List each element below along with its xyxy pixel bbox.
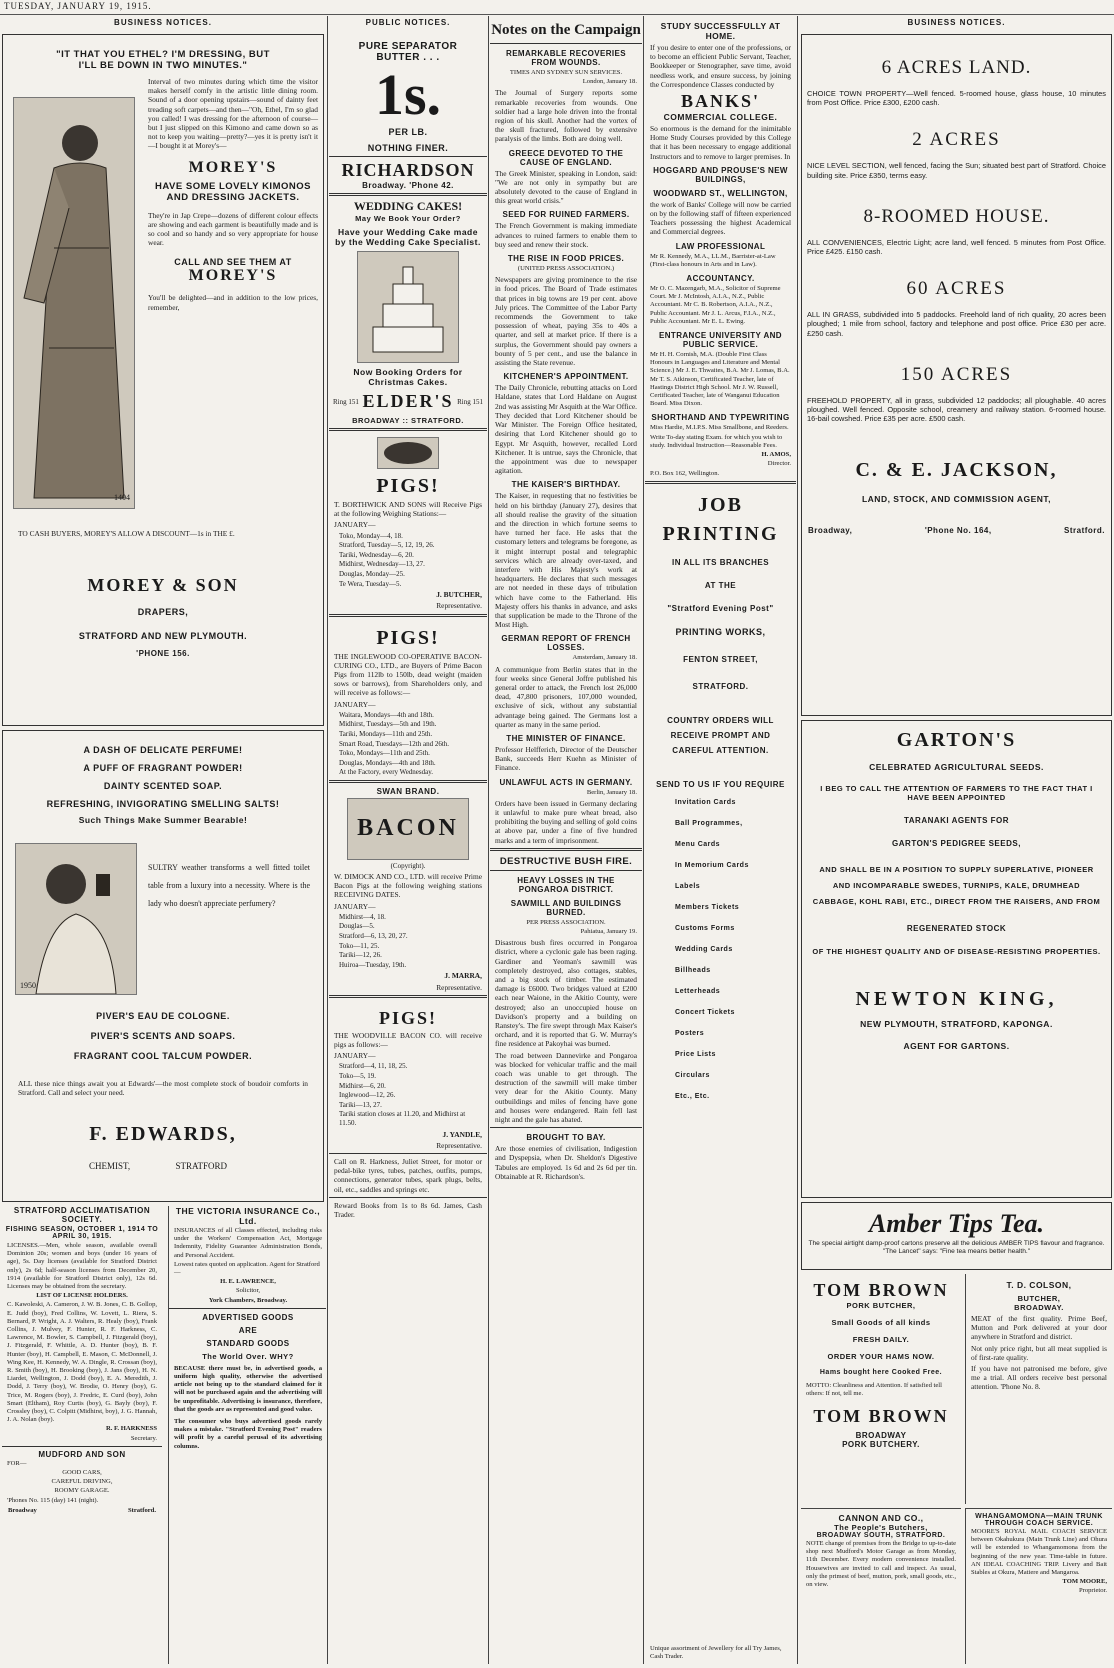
list-item: Midhirst—6, 20. <box>339 1081 386 1090</box>
column-rule <box>327 16 328 1664</box>
body-text: THE WOODVILLE BACON CO. will receive pigs as follows:— <box>334 1030 482 1049</box>
body-text: You'll be delighted—and in addition to the low prices, remember, <box>148 293 318 312</box>
list-item: Stratford, Tuesday—5, 12, 19, 26. <box>339 541 435 550</box>
list-item: Toko, Mondays—11th and 25th. <box>339 749 430 758</box>
list-item: Tariki station closes at 11.20, and Midhirst at 11.50. <box>339 1110 466 1127</box>
body-text: Not only price right, but all meat supplied is of first-rate quality. <box>971 1343 1107 1362</box>
list-item: Tariki—12, 26. <box>339 951 382 960</box>
brown-line: Small Goods of all kinds <box>831 1318 931 1327</box>
brown-line: FRESH DAILY. <box>852 1335 910 1344</box>
body-text: SULTRY weather transforms a well fitted toilet table from a luxury into a necessity. Where is the lady who doesn't appreciate perfumery? <box>148 863 310 908</box>
agent-role: AGENT FOR GARTONS. <box>903 1041 1010 1051</box>
body-text: They're in Jap Crepe—dozens of different colour effects are showing and each garment is beautifully made and is so cool and so handy and so very appropriate for house wear. <box>148 210 318 248</box>
bacon-logo <box>347 798 469 860</box>
brand-name: GARTON'S <box>896 729 1017 751</box>
slogan-line: A PUFF OF FRAGRANT POWDER! <box>83 763 243 773</box>
department: SHORTHAND AND TYPEWRITING <box>651 413 790 423</box>
article-body: Orders have been issued in Germany declaring it unlawful to make pure wheat bread, also prohibiting the buying and selling of gold coins at above par, under a fine of five hundred marks and a term of imprisonment. <box>495 798 637 845</box>
list-item: Stratford—4, 11, 18, 25. <box>339 1062 408 1071</box>
slogan-line: A DASH OF DELICATE PERFUME! <box>83 745 243 755</box>
list-item: Te Wera, Tuesday—5. <box>339 579 402 588</box>
drapers-label: DRAPERS, <box>137 607 189 617</box>
list-item: Stratford—6, 13, 20, 27. <box>339 931 408 940</box>
list-item: Douglas, Monday—25. <box>339 569 405 578</box>
pigs-schedule <box>329 1062 487 1127</box>
body-text: the work of Banks' College will now be carried on by the following staff of fifteen experienced Teachers possessing the highest Academical and Commercial degrees. <box>650 199 791 237</box>
signature-role: Proprietor. <box>1078 1587 1107 1595</box>
address: BROADWAY :: STRATFORD. <box>352 416 464 425</box>
department: LAW PROFESSIONAL <box>675 241 766 251</box>
firm-name: ELDER'S <box>362 391 454 411</box>
month-label: JANUARY— <box>334 1051 376 1061</box>
garton-line: I BEG TO CALL THE ATTENTION OF FARMERS TO THE FACT THAT I HAVE BEEN APPOINTED <box>820 784 1093 802</box>
advert-heading: ADVERTISED GOODS <box>202 1312 294 1322</box>
advert-heading: The World Over. WHY? <box>202 1351 294 1361</box>
article-subheading: HEAVY LOSSES IN THE PONGAROA DISTRICT. <box>517 875 615 894</box>
firm-role: PORK BUTCHERY. <box>842 1440 920 1450</box>
brand-name: MOREY'S <box>188 158 278 176</box>
article-body: Professor Helfferich, Director of the Deutscher Bank, succeeds Herr Kuehn as Minister of Finance. <box>495 744 637 773</box>
brand-name: MOREY'S <box>188 267 278 285</box>
po-box: P.O. Box 162, Wellington. <box>650 469 720 477</box>
list-item: Menu Cards <box>675 840 721 848</box>
job-line: COUNTRY ORDERS WILL RECEIVE PROMPT AND CAREFUL ATTENTION. <box>667 715 774 755</box>
product-line: FRAGRANT COOL TALCUM POWDER. <box>73 1051 253 1061</box>
signature-role: Representative. <box>436 982 482 992</box>
job-line: IN ALL ITS BRANCHES <box>671 557 770 567</box>
list-item: Toko—11, 25. <box>339 941 380 950</box>
list-item: Midhirst, Tuesdays—5th and 19th. <box>339 720 437 729</box>
mudford-for: FOR— <box>7 1459 27 1467</box>
article-heading: GREECE DEVOTED TO THE CAUSE OF ENGLAND. <box>508 148 624 167</box>
staff-list: Miss Hardie, M.I.P.S. Miss Smallbone, and Reeders. <box>650 424 789 432</box>
mudford-phone: 'Phones No. 115 (day) 141 (night). <box>7 1496 99 1504</box>
mudford-address: Broadway <box>8 1506 37 1514</box>
firm-role: The People's Butchers, <box>834 1523 928 1532</box>
list-item: At the Factory, every Wednesday. <box>339 768 434 777</box>
college-subtitle: COMMERCIAL COLLEGE. <box>663 112 778 123</box>
issue-date: TUESDAY, JANUARY 19, 1915. <box>4 1 152 11</box>
garton-line: AND SHALL BE IN A POSITION TO SUPPLY SUPERLATIVE, PIONEER AND INCOMPARABLE SWEDES, TURNIPS, KALE, DRUMHEAD CABBAGE, KOHL RABI, ETC., DIRECT FROM THE RAISERS, AND FROM <box>812 865 1101 906</box>
amber-tips-advert <box>801 1202 1112 1270</box>
staff-list: Mr R. Kennedy, M.A., LL.M., Barrister-at-Law (First-class honours in Arts and in Law). <box>650 252 776 268</box>
garton-advert <box>801 720 1112 1198</box>
body-text: LICENSES.—Men, whole season, available overall Dominion 20s; women and boys (under 16 years of age), 5s. Day licenses (available for Stratford District only), 2s 6d; half-season licenses from December 20, 1914 (available for Stratford District only), 12s 6d. Licenses may be obtained from the secretary. <box>7 1242 157 1291</box>
job-line: FENTON STREET, <box>683 654 758 664</box>
article-heading: GERMAN REPORT OF FRENCH LOSSES. <box>501 634 631 653</box>
land-body: ALL CONVENIENCES, Electric Light; acre land, well fenced. 5 minutes from Post Office. Price £425. £150 cash. <box>807 237 1106 257</box>
column-2 <box>329 16 487 1664</box>
slogan-line: Such Things Make Summer Bearable! <box>78 815 248 825</box>
signature-role: Secretary. <box>130 1434 157 1442</box>
college-name: BANKS' <box>680 91 761 112</box>
headline: I'LL BE DOWN IN TWO MINUTES." <box>78 60 248 71</box>
article-body: The Kaiser, in requesting that no festivities be held on his birthday (January 27), desires that all should realise the gravity of the situation and the direction in which fortune seems to have turned her face. He asks that the customary letters and telegrams be foregone, as it might interrupt postal and telegraphic services which are already over-taxed, and interfere with His Majesty's work at headquarters. He declares that such messages are not needed in these days of tribulation which have come to the Fatherland. His Majesty offers his thanks in advance, and asks that supplication be made to the Throne of the Most High. <box>495 491 637 630</box>
body-text: If you desire to enter one of the professions, or to become an efficient Public Servant, Teacher, Bookkeeper or Stenographer, save time, avoid needless work, and ensure success, by joining the Correspondence Classes conducted by <box>650 43 791 89</box>
article-body: The French Government is making immediate advances to ruined farmers to enable them to buy seed and renew their stock. <box>495 221 637 249</box>
pigs-schedule <box>329 532 487 589</box>
lady-perfume-illustration <box>15 843 137 995</box>
pigs-heading: PIGS! <box>376 626 440 649</box>
amber-tips-logo: Amber Tips Tea. <box>868 1209 1045 1238</box>
notice-title: STRATFORD ACCLIMATISATION SOCIETY. <box>13 1206 151 1224</box>
brown-motto: MOTTO: Cleanliness and Attention. If satisfied tell others: If not, tell me. <box>806 1382 942 1398</box>
article-heading: THE KAISER'S BIRTHDAY. <box>511 480 621 490</box>
harkness-notice: Call on R. Harkness, Juliet Street, for motor or pedal-bike tyres, tubes, patches, outfits, pumps, connections, generator tubes, spark plugs, belts, oil, etc., saddles and springs etc. <box>334 1156 482 1194</box>
article-body: Disastrous bush fires occurred in Pongaroa district, where a cyclonic gale has been raging. Gardiner and Yeoman's sawmill was completely destroyed, also cottages, stables, and a big stock of timber. The estimated damage is £6000. Two bridges valued at £200 each near Waione, in the Akitio County, were destroyed; also an unoccupied house on Davidson's property and a building on Ranstey's. The fire swept through Max Kaiser's orchard, and it is reported that G. W. Murray's fine residence at Pakoyhai was burned. <box>495 938 637 1049</box>
month-label: JANUARY— <box>334 901 376 911</box>
towns: STRATFORD AND NEW PLYMOUTH. <box>78 631 248 641</box>
article-subheading: SAWMILL AND BUILDINGS BURNED. <box>510 898 622 917</box>
list-item: Posters <box>675 1029 705 1037</box>
column-rule <box>643 16 644 1664</box>
article-heading: DESTRUCTIVE BUSH FIRE. <box>499 855 633 867</box>
street: WOODWARD ST., WELLINGTON, <box>653 188 788 198</box>
list-item: Billheads <box>675 966 711 974</box>
list-item: Inglewood—12, 26. <box>339 1091 396 1100</box>
firm-role: LAND, STOCK, AND COMMISSION AGENT, <box>861 494 1052 505</box>
article-body: A communique from Berlin states that in the four weeks since General Joffre published his general order to attack, the French lost 26,000 dead, 47,800 prisoners, 107,000 wounded, exclusive of sick, without any substantial advantage being gained. The Germans lost a quarter as many in the same period. <box>495 664 637 729</box>
cannon-advert <box>801 1508 961 1664</box>
list-item: Etc., Etc. <box>675 1092 710 1100</box>
land-heading: 60 ACRES <box>906 278 1007 300</box>
phone: 'PHONE 156. <box>136 649 190 658</box>
body-text: The consumer who buys advertised goods rarely makes a mistake. "Stratford Evening Post" readers will profit by a careful perusal of its advertising columns. <box>174 1418 322 1450</box>
victoria-insurance-notice <box>168 1206 326 1664</box>
column-3 <box>490 16 642 1664</box>
garton-line: OF THE HIGHEST QUALITY AND OF DISEASE-RESISTING PROPERTIES. <box>812 947 1101 956</box>
land-heading: 2 ACRES <box>912 129 1001 151</box>
signature-role: Representative. <box>436 601 482 611</box>
signature: J. YANDLE, <box>442 1129 482 1139</box>
firm-name: T. D. COLSON, <box>1006 1280 1072 1290</box>
jackson-advert <box>801 34 1112 716</box>
coach-heading: WHANGAMOMONA—MAIN TRUNK THROUGH COACH SERVICE. <box>975 1513 1103 1527</box>
list-item: Douglas—5. <box>339 922 375 931</box>
firm-name: TOM BROWN <box>813 1280 949 1300</box>
firm-role: BUTCHER, <box>1017 1294 1061 1303</box>
article-date: Berlin, January 18. <box>586 788 637 796</box>
body-text: ALL these nice things await you at Edwards'—the most complete stock of boudoir comforts in Stratford. Call and select your need. <box>18 1079 308 1098</box>
mudford-title: MUDFORD AND SON <box>38 1449 126 1459</box>
page-header <box>0 0 1114 15</box>
pigs-heading: PIGS! <box>378 1007 437 1028</box>
study-heading: STUDY SUCCESSFULLY AT HOME. <box>660 21 781 41</box>
subheading: HAVE SOME LOVELY KIMONOS AND DRESSING JACKETS. <box>155 180 311 203</box>
wedding-heading: WEDDING CAKES! <box>353 199 463 213</box>
amber-body: The special airtight damp-proof cartons preserve all the delicious AMBER TIPS flavour and fragrance. "The Lancet" says: "Fine tea means better health." <box>808 1240 1105 1256</box>
signature: J. MARRA, <box>444 971 482 981</box>
advert-heading: STANDARD GOODS <box>206 1338 290 1348</box>
notice-title: THE VICTORIA INSURANCE Co., Ltd. <box>175 1206 321 1226</box>
body-text: So enormous is the demand for the inimitable Home Study Courses provided by this College that it has been necessary to engage additional Instructors and to remove to larger premises. In <box>650 124 791 161</box>
list-item: Tariki, Wednesday—6, 20. <box>339 550 414 559</box>
list-item: Circulars <box>675 1071 710 1079</box>
agent-name: NEWTON KING, <box>855 988 1058 1010</box>
ring-number: Ring 151 <box>457 397 483 406</box>
butter-line: PURE SEPARATOR <box>358 41 458 52</box>
article-body: The Daily Chronicle, rebutting attacks on Lord Haldane, states that Lord Haldane on August 2nd was assisting Mr Asquith at the War Office. They decided that Lord Kitchener should be War Minister. The Foreign Office hesitated, desiring that Lord Kitchener should go to Egypt. Mr Asquith, however, recalled Lord Kitchener. It is untrue, says the Chronicle, that the appointment was due to newspaper agitation. <box>495 383 637 476</box>
list-item: Douglas, Mondays—4th and 18th. <box>339 758 436 767</box>
column-5 <box>799 16 1114 1664</box>
body-text: If you have not patronised me before, give me a trial. All orders receive best personal attention. 'Phone No. 8. <box>971 1364 1107 1392</box>
land-heading: 150 ACRES <box>900 363 1013 385</box>
edwards-advert <box>2 730 324 1202</box>
column-4 <box>645 16 796 1664</box>
town: STRATFORD <box>175 1161 227 1171</box>
garton-line: TARANAKI AGENTS FOR <box>903 816 1010 825</box>
phone: 'Phone No. 164, <box>924 526 992 536</box>
list-item: Invitation Cards <box>675 798 736 806</box>
mudford-line: ROOMY GARAGE. <box>54 1487 110 1495</box>
land-body: ALL IN GRASS, subdivided into 5 paddocks. Freehold land of rich quality, 20 acres been ploughed; 1 mile from school, factory and telephone and post office. Price £30 per acre. £250 cash. <box>807 310 1106 338</box>
article-date: Amsterdam, January 18. <box>572 654 637 662</box>
tom-brown-advert <box>801 1274 961 1504</box>
list-item: Toko—5, 19. <box>339 1071 377 1080</box>
signature: R. F. HARKNESS <box>105 1425 157 1433</box>
christmas-note: Now Booking Orders for Christmas Cakes. <box>353 367 463 387</box>
advert-heading: ARE <box>238 1325 258 1335</box>
rates-text: Lowest rates quoted on application. Agent for Stratford— <box>174 1260 320 1277</box>
section-heading: BUSINESS NOTICES. <box>907 18 1006 27</box>
copyright: (Copyright). <box>390 861 426 870</box>
job-line: SEND TO US IF YOU REQUIRE <box>656 779 785 789</box>
article-heading: KITCHENER'S APPOINTMENT. <box>503 372 629 382</box>
season: FISHING SEASON, OCTOBER 1, 1914 TO APRIL 30, 1915. <box>5 1226 159 1240</box>
figure-number: 1404 <box>114 493 130 502</box>
signature: H. AMOS, <box>761 451 791 459</box>
land-body: CHOICE TOWN PROPERTY—Well fenced. 5-roomed house, glass house, 10 minutes from Post Office. Price £300, £200 cash. <box>807 89 1106 108</box>
body-text: T. BORTHWICK AND SONS will Receive Pigs at the following Weighing Stations:— <box>334 500 482 519</box>
list-item: Ball Programmes, <box>675 819 743 827</box>
jewellery-notice: Unique assortment of Jewellery for all Try James, Cash Trader. <box>650 1644 782 1660</box>
list-item: In Memorium Cards <box>675 861 749 869</box>
address: BROADWAY. <box>1014 1303 1064 1312</box>
list-item: Waitara, Mondays—4th and 18th. <box>339 710 434 719</box>
body-text: MEAT of the first quality. Prime Beef, Mutton and Pork delivered at your door anywhere in Stratford and district. <box>971 1314 1107 1342</box>
firm-name: RICHARDSON <box>341 160 475 180</box>
colson-advert <box>965 1274 1112 1504</box>
firm-name: F. EDWARDS, <box>89 1123 237 1145</box>
chemist-label: CHEMIST, <box>89 1161 131 1171</box>
land-heading: 6 ACRES LAND. <box>881 57 1032 78</box>
price: 1s. <box>374 62 442 127</box>
article-heading: UNLAWFUL ACTS IN GERMANY. <box>499 777 633 787</box>
job-line: AT THE <box>704 580 737 590</box>
staff-list: Mr H. H. Cornish, M.A. (Double First Class Honours in Languages and Literature and Mental Science.) Mr J. E. Thwaites, B.A. Mr J. Lomas, B.A. Mr T. S. Atkinson, Certificated Teacher, late of Hastings District High School. Mr J. W. Russell, Certificated Teacher, late of Wanganui Education Board. Miss Dixon. <box>650 351 790 408</box>
product-line: PIVER'S SCENTS AND SOAPS. <box>90 1031 236 1041</box>
list-item: Tariki—13, 27. <box>339 1100 382 1109</box>
firm-name: TOM BROWN <box>813 1406 949 1427</box>
pigs-heading: PIGS! <box>376 475 440 497</box>
signature-role: Representative. <box>436 1140 482 1150</box>
pigs-schedule <box>329 711 487 777</box>
agent-towns: NEW PLYMOUTH, STRATFORD, KAPONGA. <box>860 1019 1053 1029</box>
firm-name: CANNON AND CO., <box>838 1513 924 1523</box>
job-heading: JOB <box>698 493 743 516</box>
mudford-line: GOOD CARS, <box>62 1469 102 1477</box>
list-item: Wedding Cards <box>675 945 733 953</box>
article-source: (UNITED PRESS ASSOCIATION.) <box>517 265 615 273</box>
list-item: Labels <box>675 882 701 890</box>
list-item: Tariki, Mondays—11th and 25th. <box>339 729 433 738</box>
body-text: MOORE'S ROYAL MAIL COACH SERVICE between Okahukura (Main Trunk Line) and Ohura will be extended to Whangamomona from the beginning of the new year. Time-table in future. AN IDEAL COACHING TRIP. Livery and Bait Stables at Okura, Matiere and Mangaroa. <box>971 1528 1107 1577</box>
column-1 <box>0 16 326 1664</box>
body-text: THE INGLEWOOD CO-OPERATIVE BACON-CURING CO., LTD., are Buyers of Prime Bacon Pigs from 112lb to 150lb, dead weight (maiden sows or barrows), from Shareholders only, and will receive as follows:— <box>334 651 482 698</box>
write-note: Write To-day stating Exam. for which you wish to study. Individual Instruction—Reasonable Fees. <box>650 433 783 449</box>
staff-list: Mr O. C. Mazengarb, M.A., Solicitor of Supreme Court. Mr J. McIntosh, A.I.A., N.Z., Public Accountant. Mr C. B. Robertson, A.I.A., N.Z., Public Accountant. Mr J. L. Arcus, F.I.A., N.Z., Public Accountant. Mr E. L. Ewing. <box>650 285 781 325</box>
brown-line: Hams bought here Cooked Free. <box>819 1369 943 1376</box>
discount-note: TO CASH BUYERS, MOREY'S ALLOW A DISCOUNT—1s in THE £. <box>18 529 235 538</box>
land-body: NICE LEVEL SECTION, well fenced, facing the Sun; situated best part of Stratford. Choice building site. Price £350, terms easy. <box>807 161 1106 180</box>
land-body: FREEHOLD PROPERTY, all in grass, subdivided 12 paddocks; all ploughable. 40 acres ploughed. Well fenced. Opposite school, creamery and railway station. 6-roomed house. 16-bail cowshed. Price £35 per acre. £500 cash. <box>807 395 1106 424</box>
butter-line: BUTTER . . . <box>376 52 440 63</box>
body-text: Interval of two minutes during which time the visitor makes herself comfy in the artistic little dining room. Sound of a door opening upstairs—sound of dainty feet treading soft carpets—and then—"Oh, Ethel, I'm so glad you called! I was dressing for the afternoon of course—but I just slipped on this Kimono and came down so as not to keep you waiting—pretty?—yes it is pretty isn't it—I bought it at Morey's— <box>148 77 318 151</box>
headline: "IT THAT YOU ETHEL? I'M DRESSING, BUT <box>56 49 270 60</box>
reward-books-notice: Reward Books from 1s to 8s 6d. James, Cash Trader. <box>334 1200 482 1219</box>
campaign-title: Notes on the Campaign <box>491 22 641 38</box>
body-text: Have your Wedding Cake made by the Wedding Cake Specialist. <box>335 227 481 247</box>
column-rule <box>797 16 798 1664</box>
pig-illustration <box>377 437 439 469</box>
garton-line: GARTON'S PEDIGREE SEEDS, <box>892 839 1021 848</box>
license-holders-list: C. Kawoleski, A. Cameron, J. W. B. Jones, C. B. Gollop, E. Judd (boy), Fred Collins, W. Lovett, L. Riera, S. Bernard, P. Wright, A. J. Walters, R. Healy (boy), Frank Collins, J. Mulvey, F. Hunter, R. F. Harkness, C. Lawrence, M. Bowler, S. Campbell, J. Fitzgerald (boy), J. Fitzgerald, F. Whittle, A. D. Hunter (boy), B. F. Hunter (boy), H. Campbell, E. Mason, C. McDonnell, J. Wing Kee, H. Kennedy, W. A. Dingle, R. Crossan (boy), R. Smith (boy), H. Brooking (boy), J. Jans (boy), H. N. Liardet, Wellington, J. Dodd (boy), E. A. Meredith, J. Dodd, J. Terry (boy), W. Brodie, O. Henry (boy), G. Trice, M. Rogers (boy), J. Fredric, E. Curd (boy), John Smart (Eltham), Roy Curtis (boy), G. Bayly (boy), F. Crossley (boy), C. Colpitt (Midhirst, boy), J. G. Hannah, J. A. Nolan (boy). <box>7 1301 158 1424</box>
article-heading: THE MINISTER OF FINANCE. <box>506 733 626 743</box>
address: BROADWAY SOUTH, STRATFORD. <box>816 1532 946 1539</box>
brown-line: ORDER YOUR HAMS NOW. <box>827 1352 935 1361</box>
body-text: NOTE change of premises from the Bridge to up-to-date shop next Mudford's Motor Garage as from Monday, 11th December. Every modern convenience installed. Housewives are invited to call and inspect. As usual, only the primest of beef, mutton, pork, small goods, etc., on view. <box>806 1540 956 1589</box>
list-item: Concert Tickets <box>675 1008 735 1016</box>
job-line: PRINTING WORKS, <box>675 626 766 637</box>
department: ACCOUNTANCY. <box>686 274 755 284</box>
cake-icon <box>358 252 458 362</box>
list-item: Customs Forms <box>675 924 735 932</box>
mudford-line: CAREFUL DRIVING, <box>51 1478 113 1486</box>
article-heading: SEED FOR RUINED FARMERS. <box>502 210 630 220</box>
list-item: Midhirst—4, 18. <box>339 912 386 921</box>
kimono-lady-illustration <box>13 97 135 509</box>
garton-line: REGENERATED STOCK <box>906 924 1007 933</box>
coach-advert <box>965 1508 1112 1664</box>
wedding-cake-illustration <box>357 251 459 363</box>
article-body: The road between Dannevirke and Pongaroa was blocked for vehicular traffic and the mail coach was unable to get through. The destruction of the sawmill will make timber very dear for the Akitio County. Many outbuildings and miles of fencing have gone and houses were endangered. Rain fell last night and the gale has abated. <box>495 1050 637 1125</box>
figure-number: 1950 <box>20 981 36 990</box>
article-heading: REMARKABLE RECOVERIES FROM WOUNDS. <box>506 49 626 67</box>
agent-name: H. E. LAWRENCE, <box>220 1278 276 1286</box>
nothing-finer: NOTHING FINER. <box>367 143 449 153</box>
slogan-line: REFRESHING, INVIGORATING SMELLING SALTS! <box>46 799 280 809</box>
agent-address: York Chambers, Broadway. <box>208 1296 288 1304</box>
question: May We Book Your Order? <box>355 214 461 223</box>
list-item: Toko, Monday—4, 18. <box>339 531 403 540</box>
list-item: Price Lists <box>675 1050 716 1058</box>
article-body: The Greek Minister, speaking in London, said: "We are not only in sympathy but are absolutely devoted to the cause of England in this great world crisis." <box>495 168 637 206</box>
article-body: Newspapers are giving prominence to the rise in food prices. The Board of Trade estimates that prices in big towns are 19 per cent. above July prices. The Committee of the Labor Party recommends the Government to take possession of wheat, paying 35s to 40s a quarter, and sell at market price. If there is a surplus, the Government should pay owners a bounty of 5 per cent., and use the balance in assisting the State revenue. <box>495 275 637 368</box>
job-line: "Stratford Evening Post" <box>667 603 774 613</box>
list-item: Smart Road, Tuesdays—12th and 26th. <box>339 739 450 748</box>
per-lb: PER LB. <box>388 127 428 137</box>
swan-brand: SWAN BRAND. <box>376 786 440 796</box>
article-heading: THE RISE IN FOOD PRICES. <box>507 254 625 264</box>
signature: J. BUTCHER, <box>436 590 482 600</box>
month-label: JANUARY— <box>334 520 376 530</box>
bacon-logo-text: BACON <box>357 815 459 842</box>
land-heading: 8-ROOMED HOUSE. <box>863 205 1050 227</box>
garton-line: CELEBRATED AGRICULTURAL SEEDS. <box>869 762 1044 772</box>
list-item: Huiroa—Tuesday, 19th. <box>339 960 407 969</box>
section-heading: BUSINESS NOTICES. <box>114 18 212 27</box>
address: BROADWAY <box>855 1431 907 1441</box>
list-item: Letterheads <box>675 987 721 995</box>
address: Broadway. 'Phone 42. <box>362 181 454 190</box>
signature: TOM MOORE, <box>1062 1578 1107 1586</box>
pigs-schedule <box>329 913 487 970</box>
section-heading: PUBLIC NOTICES. <box>365 18 451 27</box>
firm-role: PORK BUTCHER, <box>846 1301 916 1310</box>
firm-name: C. & E. JACKSON, <box>855 459 1058 482</box>
morey-advert <box>2 34 324 726</box>
firm-name: MOREY & SON <box>87 575 239 595</box>
perfume-lady-icon <box>16 844 136 994</box>
agent-role: Solicitor, <box>235 1287 261 1295</box>
department: ENTRANCE UNIVERSITY AND PUBLIC SERVICE. <box>659 331 782 350</box>
building: HOGGARD AND PROUSE'S NEW BUILDINGS, <box>653 165 788 184</box>
article-source: TIMES AND SYDNEY SUN SERVICES. <box>509 69 623 76</box>
article-source: PER PRESS ASSOCIATION. <box>526 918 606 926</box>
call-line: CALL AND SEE THEM AT <box>174 257 292 268</box>
town: Stratford. <box>1064 526 1105 536</box>
article-date: Pahiatua, January 19. <box>580 928 637 936</box>
article-heading: BROUGHT TO BAY. <box>526 1133 606 1143</box>
list-item: Midhirst, Wednesday—13, 27. <box>339 560 425 569</box>
month-label: JANUARY— <box>334 699 376 709</box>
body-text: BECAUSE there must be, in advertised goods, a uniform high quality, otherwise the advertised article not being up to the standard claimed for it will not be purchased again and the advertising will be unprofitable. Advertising is insurance, therefore, that the goods are as represented and good value. <box>174 1364 322 1413</box>
job-heading: PRINTING <box>662 522 779 545</box>
address: Broadway, <box>808 526 853 536</box>
job-items-list <box>675 799 796 1100</box>
article-date: London, January 18. <box>582 78 637 86</box>
job-line: STRATFORD. <box>692 681 749 691</box>
article-body: Are those enemies of civilisation, Indigestion and Dyspepsia, when Dr. Sheldon's Digestive Tabules are employed. 1s 6d and 2s 6d per tin. Obtainable at R. Richardson's. <box>495 1144 637 1181</box>
kimono-figure-icon <box>14 98 134 508</box>
pig-icon <box>378 438 438 468</box>
signature-role: Director. <box>767 460 791 468</box>
column-rule <box>488 16 489 1664</box>
product-line: PIVER'S EAU DE COLOGNE. <box>96 1011 230 1021</box>
acclimatisation-notice <box>2 1206 162 1664</box>
mudford-town: Stratford. <box>127 1506 156 1514</box>
slogan-line: DAINTY SCENTED SOAP. <box>103 781 223 791</box>
ring-number: Ring 151 <box>333 397 359 406</box>
list-item: Members Tickets <box>675 903 740 911</box>
body-text: INSURANCES of all Classes effected, including risks under the Workers' Compensation Act, Mortgage Indemnity, Fidelity Guarantee Administration Bonds, and Personal Accident. <box>174 1227 322 1259</box>
list-title: LIST OF LICENSE HOLDERS. <box>36 1292 128 1300</box>
body-text: W. DIMOCK AND CO., LTD. will receive Prime Bacon Pigs at the following weighing stations RECEIVING DATES. <box>334 871 482 900</box>
article-body: The Journal of Surgery reports some remarkable recoveries from wounds. One soldier had a large hole driven into the frontal region of his skull. Another had the vortex of the skull fractured, followed by extensive paralysis of the limbs. Both are doing well. <box>495 88 637 144</box>
